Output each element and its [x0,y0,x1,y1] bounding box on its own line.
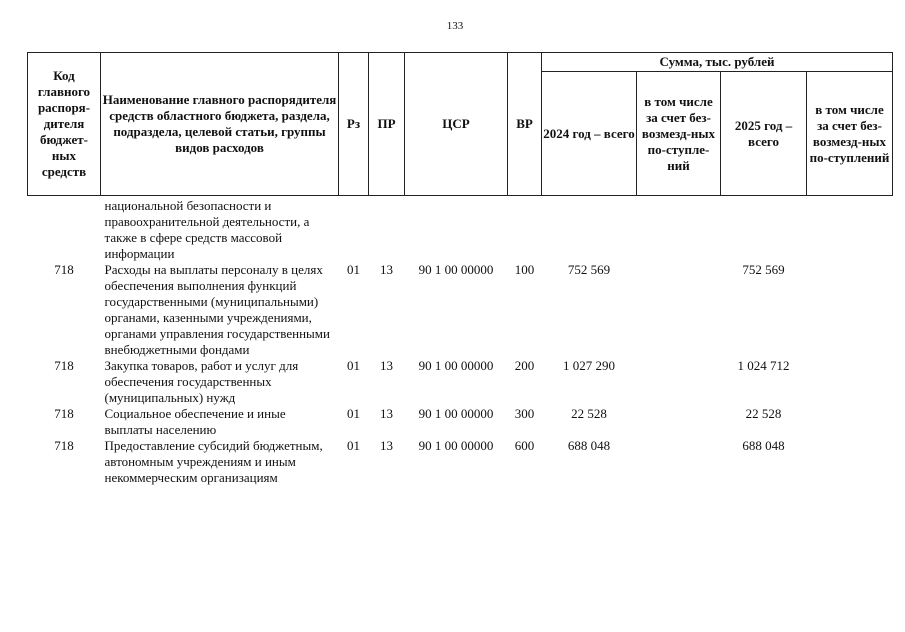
header-csr: ЦСР [405,53,508,196]
row-2025-total: 752 569 [742,262,785,277]
row-2024-gratuitous [637,406,721,438]
row-2024-total: 752 569 [567,262,611,277]
row-vr: 200 [514,358,535,373]
row-2024-gratuitous [637,262,721,358]
budget-table [27,52,893,486]
row-pr: 13 [380,438,393,453]
header-code: Код главного распоря-дителя бюджет-ных средств [28,53,101,196]
header-pr: ПР [369,53,405,196]
row-code: 718 [54,262,74,277]
row-2025-total: 22 528 [745,406,782,421]
continuation-row [28,196,893,263]
continuation-text: национальной безопасности и правоохранительной деятельности, а также в сфере средств массовой информации [104,198,310,261]
header-2025-gratuitous: в том числе за счет без-возмезд-ных по-ступлений [807,72,893,196]
row-2025-total: 1 024 712 [737,358,790,373]
row-2025-gratuitous [807,358,893,406]
row-2024-total: 688 048 [567,438,611,453]
table-row [28,358,893,406]
row-rz: 01 [347,406,360,421]
row-name: Предоставление субсидий бюджетным, автономным учреждениям и иным некоммерческим организациям [104,438,323,485]
row-2024-gratuitous [637,358,721,406]
row-2025-total: 688 048 [742,438,785,453]
page-number: 133 [446,20,464,32]
row-csr: 90 1 00 00000 [418,406,494,421]
row-vr: 300 [514,406,535,421]
row-2024-total: 1 027 290 [563,358,615,373]
row-vr: 100 [514,262,535,277]
row-name: Закупка товаров, работ и услуг для обеспечения государственных (муниципальных) нужд [104,358,299,405]
row-2025-gratuitous [807,262,893,358]
row-rz: 01 [347,262,360,277]
header-2024-gratuitous: в том числе за счет без-возмезд-ных по-ступле-ний [637,72,721,196]
row-2024-total: 22 528 [571,406,607,421]
header-2024-total: 2024 год – всего [542,72,637,196]
row-code: 718 [54,358,74,373]
header-rz: Рз [339,53,369,196]
header-name: Наименование главного распорядителя средств областного бюджета, раздела, подраздела, целевой статьи, группы видов расходов [101,53,339,196]
row-rz: 01 [347,438,360,453]
row-csr: 90 1 00 00000 [418,358,494,373]
row-rz: 01 [347,358,360,373]
header-sum: Сумма, тыс. рублей [542,53,893,72]
table-row [28,262,893,358]
table-row [28,438,893,486]
row-code: 718 [54,406,74,421]
row-name: Расходы на выплаты персоналу в целях обеспечения выполнения функций государственными (муниципальными) органами, казенными учреждениями, органами управления государственными внебюджетными фондами [104,262,330,357]
header-2025-total: 2025 год – всего [721,72,807,196]
row-2025-gratuitous [807,438,893,486]
row-csr: 90 1 00 00000 [418,262,494,277]
row-pr: 13 [380,358,393,373]
row-pr: 13 [380,262,393,277]
row-csr: 90 1 00 00000 [418,438,494,453]
row-code: 718 [54,438,74,453]
row-name: Социальное обеспечение и иные выплаты населению [104,406,286,437]
header-vr: ВР [508,53,542,196]
row-2025-gratuitous [807,406,893,438]
table-row [28,406,893,438]
row-pr: 13 [380,406,393,421]
row-2024-gratuitous [637,438,721,486]
row-vr: 600 [514,438,535,453]
